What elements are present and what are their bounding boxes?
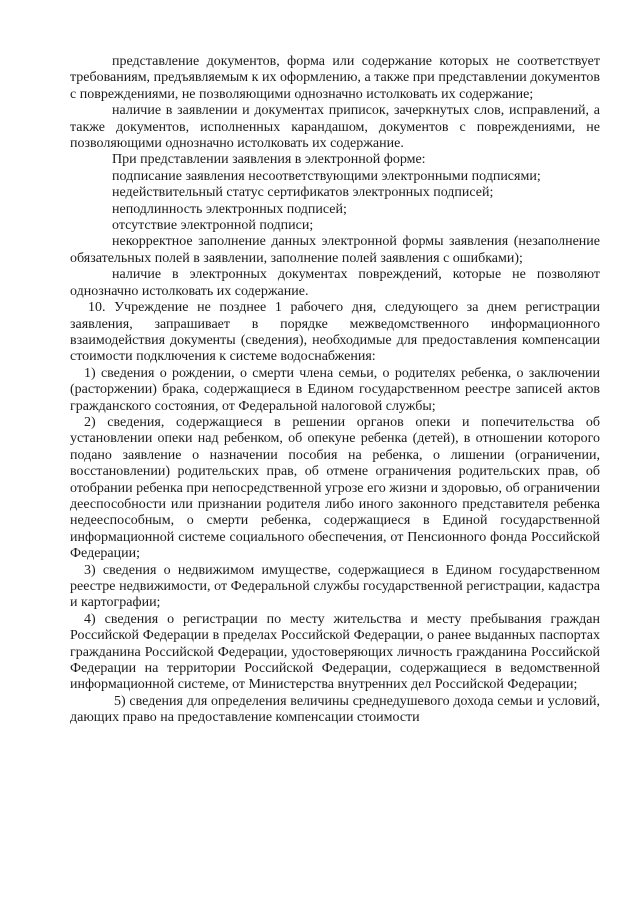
paragraph-no-signature: отсутствие электронной подписи; <box>112 218 314 234</box>
paragraph-subitem-3: 3) сведения о недвижимом имуществе, содержащиеся в Едином государственном реестре недвижимости, от Федеральной службы государственной регистрации, кадастра и картографии; <box>70 562 600 611</box>
paragraph-item-10: 10. Учреждение не позднее 1 рабочего дня, следующего за днем регистрации заявления, запрашивает в порядке межведомственного информационного взаимодействия документы (сведения), необходимые для предоставления компенсации стоимости подключения к системе водоснабжения: <box>70 300 600 365</box>
paragraph-signing: подписание заявления несоответствующими электронными подписями; <box>112 168 541 184</box>
paragraph-electronic-form-intro: При представлении заявления в электронной форме: <box>112 152 426 168</box>
paragraph-authenticity: неподлинность электронных подписей; <box>112 201 347 217</box>
paragraph-damaged-documents: наличие в электронных документах повреждений, которые не позволяют однозначно истолковать их содержание. <box>70 267 600 299</box>
paragraph-subitem-2: 2) сведения, содержащиеся в решении органов опеки и попечительства об установлении опеки над ребенком, об опекуне ребенка (детей), в отношении которого подано заявление о назначении пособия на ребенка, о лишении (ограничении, восстановлении) родительских прав, об отмене ограничения родительских прав, об отобрании ребенка при непосредственной угрозе его жизни и здоровью, об ограничении дееспособности или признании родителя либо иного законного представителя ребенка недееспособным, о смерти ребенка, содержащиеся в Единой государственной информационной системе социального обеспечения, от Пенсионного фонда Российской Федерации; <box>70 414 600 562</box>
paragraph-subitem-4: 4) сведения о регистрации по месту жительства и месту пребывания граждан Российской Федерации в пределах Российской Федерации, о ранее выданных паспортах гражданина Российской Федерации, удостоверяющих личность гражданина Российской Федерации на территории Российской Федерации, содержащиеся в ведомственной информационной системе, от Министерства внутренних дел Российской Федерации; <box>70 611 600 693</box>
document-page <box>70 54 600 727</box>
paragraph-subitem-5: 5) сведения для определения величины среднедушевого дохода семьи и условий, дающих право на предоставление компенсации стоимости <box>70 693 600 726</box>
paragraph-subitem-1: 1) сведения о рождении, о смерти члена семьи, о родителях ребенка, о заключении (расторжении) брака, содержащиеся в Едином государственном реестре записей актов гражданского состояния, от Федеральной налоговой службы; <box>70 365 600 414</box>
paragraph-certificate-status: недействительный статус сертификатов электронных подписей; <box>112 185 494 201</box>
paragraph-incorrect-filling: некорректное заполнение данных электронной формы заявления (незаполнение обязательных полей в заявлении, заполнение полей заявления с ошибками); <box>70 234 600 266</box>
paragraph-documents-form: представление документов, форма или содержание которых не соответствует требованиям, предъявляемым к их оформлению, а также при представлении документов с повреждениями, не позволяющими однозначно истолковать их содержание; <box>70 54 600 102</box>
paragraph-corrections: наличие в заявлении и документах приписок, зачеркнутых слов, исправлений, а также документов, исполненных карандашом, документов с повреждениями, не позволяющими однозначно истолковать их содержание. <box>70 103 600 152</box>
